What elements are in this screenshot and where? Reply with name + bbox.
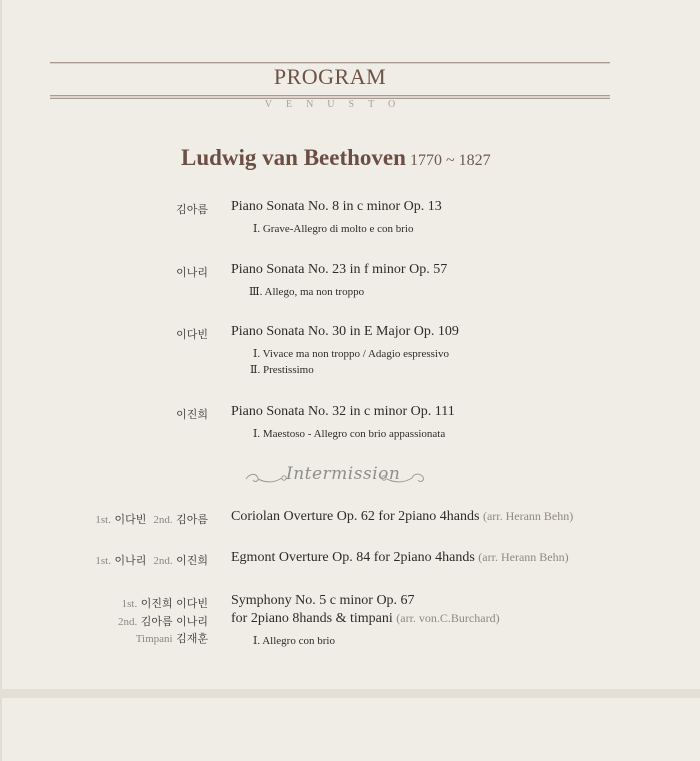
performer-names: 김아름 이나리 bbox=[140, 615, 208, 628]
role: 2nd. bbox=[153, 514, 173, 526]
work-title: Symphony No. 5 c minor Op. 67 bbox=[231, 593, 415, 608]
role: 1st. bbox=[121, 598, 138, 610]
performer-names: 이다빈 bbox=[114, 513, 147, 526]
performer-names: 이진희 이다빈 bbox=[140, 597, 208, 610]
role: 1st. bbox=[95, 555, 111, 567]
performers bbox=[122, 595, 208, 611]
work-title bbox=[231, 509, 573, 525]
performers bbox=[136, 630, 208, 646]
page-left-edge bbox=[0, 0, 2, 761]
performer: 김아름 bbox=[176, 203, 208, 216]
flourish-left-icon bbox=[244, 462, 288, 492]
arrangement: (arr. Herann Behn) bbox=[482, 509, 574, 523]
work-name: for 2piano 8hands & timpani bbox=[231, 611, 393, 626]
role: 2nd. bbox=[117, 616, 138, 628]
work-title: Piano Sonata No. 30 in E Major Op. 109 bbox=[231, 324, 459, 339]
performers bbox=[118, 613, 208, 629]
performer-names: 이나리 bbox=[114, 554, 147, 567]
performer: 이다빈 bbox=[176, 328, 208, 341]
performer: 이진희 bbox=[176, 408, 208, 421]
work-title: Piano Sonata No. 23 in f minor Op. 57 bbox=[231, 262, 448, 277]
role: 2nd. bbox=[153, 555, 173, 567]
movement: Ⅲ. Allego, ma non troppo bbox=[249, 286, 365, 298]
performer-names: 김아름 bbox=[176, 513, 208, 526]
intermission-divider bbox=[244, 462, 424, 492]
arrangement: (arr. Herann Behn) bbox=[478, 550, 569, 564]
program-title: PROGRAM bbox=[273, 64, 387, 89]
movement: Ⅰ. Grave-Allegro di molto e con brio bbox=[253, 223, 414, 235]
arrangement: (arr. von.C.Burchard) bbox=[396, 611, 500, 625]
work-title: Piano Sonata No. 32 in c minor Op. 111 bbox=[231, 404, 455, 419]
performer-names: 이진희 bbox=[176, 554, 208, 567]
movement: Ⅰ. Allegro con brio bbox=[253, 635, 335, 647]
ensemble-name: VENUSTO bbox=[264, 99, 410, 110]
performer: 이나리 bbox=[176, 266, 208, 279]
movement: Ⅱ. Prestissimo bbox=[250, 364, 314, 376]
flourish-right-icon bbox=[380, 462, 428, 492]
composer-years: 1770 ~ 1827 bbox=[409, 152, 491, 169]
performer-names: 김재훈 bbox=[176, 632, 208, 645]
composer-name: Ludwig van Beethoven bbox=[181, 145, 406, 170]
role: 1st. bbox=[95, 514, 111, 526]
role: Timpani bbox=[135, 633, 173, 645]
footer-band bbox=[0, 689, 700, 698]
work-title-line2 bbox=[231, 611, 500, 627]
work-title: Piano Sonata No. 8 in c minor Op. 13 bbox=[231, 199, 442, 214]
composer-heading bbox=[181, 145, 491, 171]
movement: Ⅰ. Maestoso - Allegro con brio appassionata bbox=[253, 428, 446, 440]
movement: Ⅰ. Vivace ma non troppo / Adagio espressivo bbox=[253, 348, 449, 360]
performers bbox=[95, 552, 208, 568]
performers bbox=[95, 511, 208, 527]
work-name: Egmont Overture Op. 84 for 2piano 4hands bbox=[231, 550, 475, 565]
intermission-label: Intermission bbox=[286, 464, 401, 484]
work-title bbox=[231, 550, 569, 566]
work-name: Coriolan Overture Op. 62 for 2piano 4hands bbox=[231, 509, 480, 524]
